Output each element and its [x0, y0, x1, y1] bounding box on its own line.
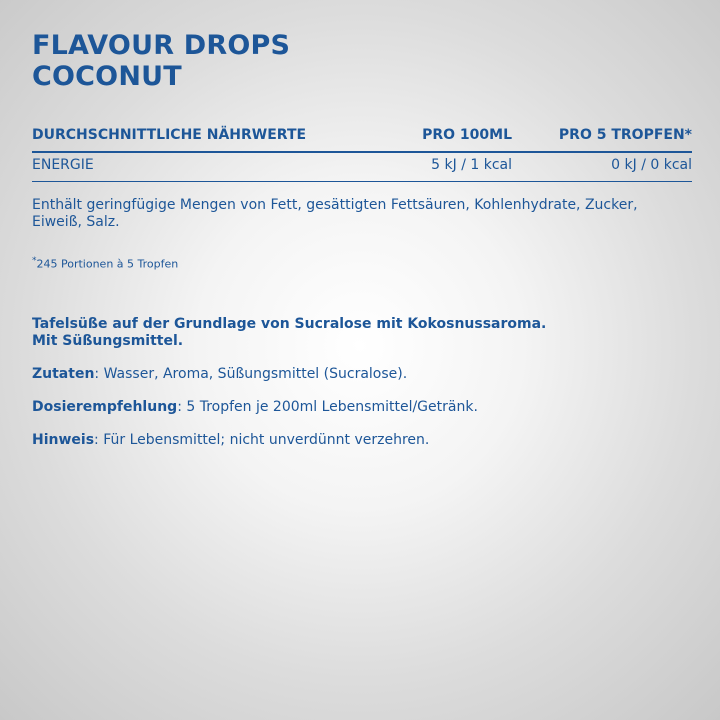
description-line-1: Tafelsüße auf der Grundlage von Sucralose mit Kokosnussaroma. [32, 316, 547, 332]
nutrition-header-per-100ml: PRO 100ML [422, 127, 512, 143]
nutrition-header-per-5-drops: PRO 5 TROPFEN* [558, 127, 692, 143]
notice-label: Hinweis [32, 432, 95, 448]
nutrition-table [32, 123, 692, 182]
dosage-label: Dosierempfehlung [32, 399, 178, 415]
footnote-marker: * [32, 256, 37, 266]
ingredients-text: : Wasser, Aroma, Süßungsmittel (Sucralose). [94, 366, 408, 382]
energy-label: ENERGIE [32, 157, 94, 173]
notice-line [32, 432, 692, 449]
row-divider [32, 181, 692, 182]
product-description [32, 316, 692, 350]
nutrition-note: Enthält geringfügige Mengen von Fett, gesättigten Fettsäuren, Kohlenhydrate, Zucker, Eiweiß, Salz. [32, 197, 638, 230]
energy-per-100ml: 5 kJ / 1 kcal [431, 157, 512, 173]
description-line-2: Mit Süßungsmittel. [32, 333, 184, 349]
serving-footnote [32, 256, 178, 271]
footnote-text: 245 Portionen à 5 Tropfen [36, 257, 179, 271]
energy-per-5-drops: 0 kJ / 0 kcal [611, 157, 692, 173]
product-title [32, 30, 290, 92]
product-title-line-1: FLAVOUR DROPS [32, 30, 291, 61]
dosage-line [32, 399, 692, 416]
ingredients-label: Zutaten [32, 366, 95, 382]
nutrition-header-label: DURCHSCHNITTLICHE NÄHRWERTE [32, 127, 307, 143]
notice-text: : Für Lebensmittel; nicht unverdünnt verzehren. [94, 432, 430, 448]
dosage-text: : 5 Tropfen je 200ml Lebensmittel/Getränk. [177, 399, 478, 415]
ingredients-line [32, 366, 692, 383]
nutrition-row-energy [32, 153, 692, 181]
nutrition-header-row [32, 123, 692, 151]
product-title-line-2: COCONUT [32, 61, 182, 92]
